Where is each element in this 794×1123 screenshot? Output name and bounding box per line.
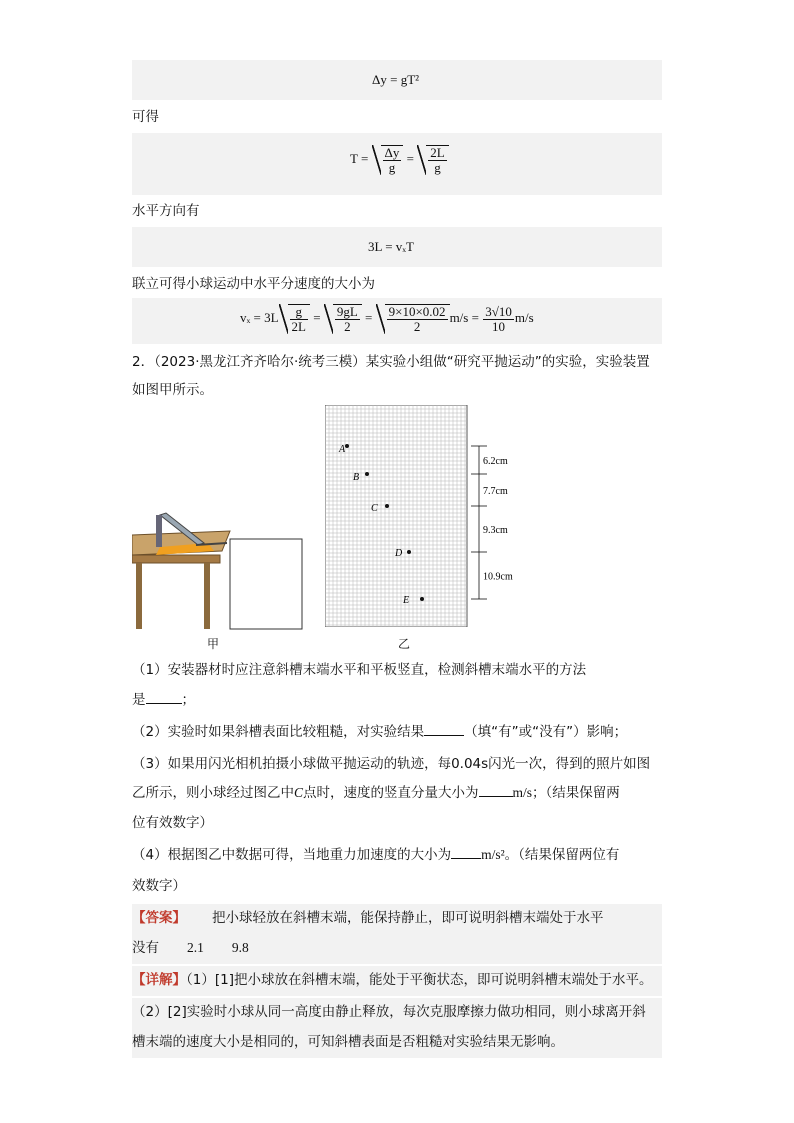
subquestion-4-line-1: （4）根据图乙中数据可得，当地重力加速度的大小为 m/s²。（结果保留两位有 <box>132 847 620 863</box>
table-edge <box>132 555 220 563</box>
vertical-board <box>230 539 302 629</box>
subquestion-3-line-1: （3）如果用闪光相机拍摄小球做平抛运动的轨迹，每0.04s闪光一次，得到的照片如图 <box>132 756 651 772</box>
figure-label-jia: 甲 <box>207 637 220 651</box>
dimension-label: 6.2cm <box>483 456 508 467</box>
detail-line-3: 槽末端的速度大小是相同的，可知斜槽表面是否粗糙对实验结果无影响。 <box>132 1028 662 1058</box>
equation-box-2 <box>132 133 662 195</box>
equation-delta-y: Δy = gT² <box>372 72 420 87</box>
blank-3[interactable] <box>479 796 513 797</box>
subquestion-2: （2）实验时如果斜槽表面比较粗糙，对实验结果 （填“有”或“没有”）影响； <box>132 724 628 740</box>
dimension-label: 7.7cm <box>483 486 508 497</box>
table-leg-left <box>136 563 142 629</box>
figure-apparatus <box>132 505 307 630</box>
detail-line-2: （2）[2]实验时小球从同一高度由静止释放，每次克服摩擦力做功相同，则小球离开斜 <box>132 998 662 1028</box>
dimension-label: 10.9cm <box>483 571 513 583</box>
answer-line-2: 没有 2.1 9.8 <box>132 934 662 964</box>
label-kede: 可得 <box>132 109 159 125</box>
blank-2[interactable] <box>424 735 464 736</box>
label-horizontal: 水平方向有 <box>132 203 200 219</box>
equation-period: T = $\frac{\Delta y}{g}$ = $\frac{2L}{g}$ <box>350 145 449 175</box>
point-label-A: A <box>339 444 346 455</box>
point-label-C: C <box>371 503 378 514</box>
equation-horizontal: 3L = vₓT <box>368 239 415 254</box>
subquestion-1-line-1: （1）安装器材时应注意斜槽末端水平和平板竖直，检测斜槽末端水平的方法 <box>132 662 587 678</box>
equation-box-4 <box>132 298 662 344</box>
figure-grid <box>325 405 525 627</box>
point-label-E: E <box>403 595 410 606</box>
answer-line-1: 【答案】 把小球轻放在斜槽末端，能保持静止，即可说明斜槽末端处于水平 <box>132 904 662 934</box>
point-label-B: B <box>353 472 360 483</box>
point-D <box>407 550 411 554</box>
subquestion-3-line-2: 乙所示，则小球经过图乙中C点时，速度的竖直分量大小为 m/s；（结果保留两 <box>132 785 620 801</box>
subquestion-1-line-2: 是 ； <box>132 692 195 708</box>
point-A <box>345 444 349 448</box>
equation-velocity: vₓ = 3L $\frac{g}{2L}$ = $\frac{9gL}{2}$ = $\frac{9\times 10\times 0.02}{2}$ m/s = $\frac{3√10}{10}$ m/s <box>240 303 534 334</box>
dimension-label: 9.3cm <box>483 525 508 536</box>
question-2-line-2: 如图甲所示。 <box>132 382 213 398</box>
equation-box-3 <box>132 227 662 267</box>
point-label-D: D <box>395 548 403 559</box>
detail-line-1: 【详解】（1）[1]把小球放在斜槽末端，能处于平衡状态，即可说明斜槽末端处于水平。 <box>132 966 662 996</box>
blank-1[interactable] <box>146 703 182 704</box>
point-B <box>365 472 369 476</box>
figure-label-yi: 乙 <box>398 637 411 651</box>
question-2-line-1: 2．（2023·黑龙江齐齐哈尔·统考三模）某实验小组做“研究平抛运动”的实验，实验装置 <box>132 354 650 370</box>
subquestion-3-line-3: 位有效数字） <box>132 815 213 831</box>
equation-box-1 <box>132 60 662 100</box>
table-leg-right <box>204 563 210 629</box>
point-E <box>420 597 424 601</box>
stand <box>156 515 162 547</box>
blank-4[interactable] <box>451 858 481 859</box>
label-combine: 联立可得小球运动中水平分速度的大小为 <box>132 276 375 292</box>
point-C <box>385 504 389 508</box>
subquestion-4-line-2: 效数字） <box>132 878 186 894</box>
grid-background <box>325 405 467 627</box>
